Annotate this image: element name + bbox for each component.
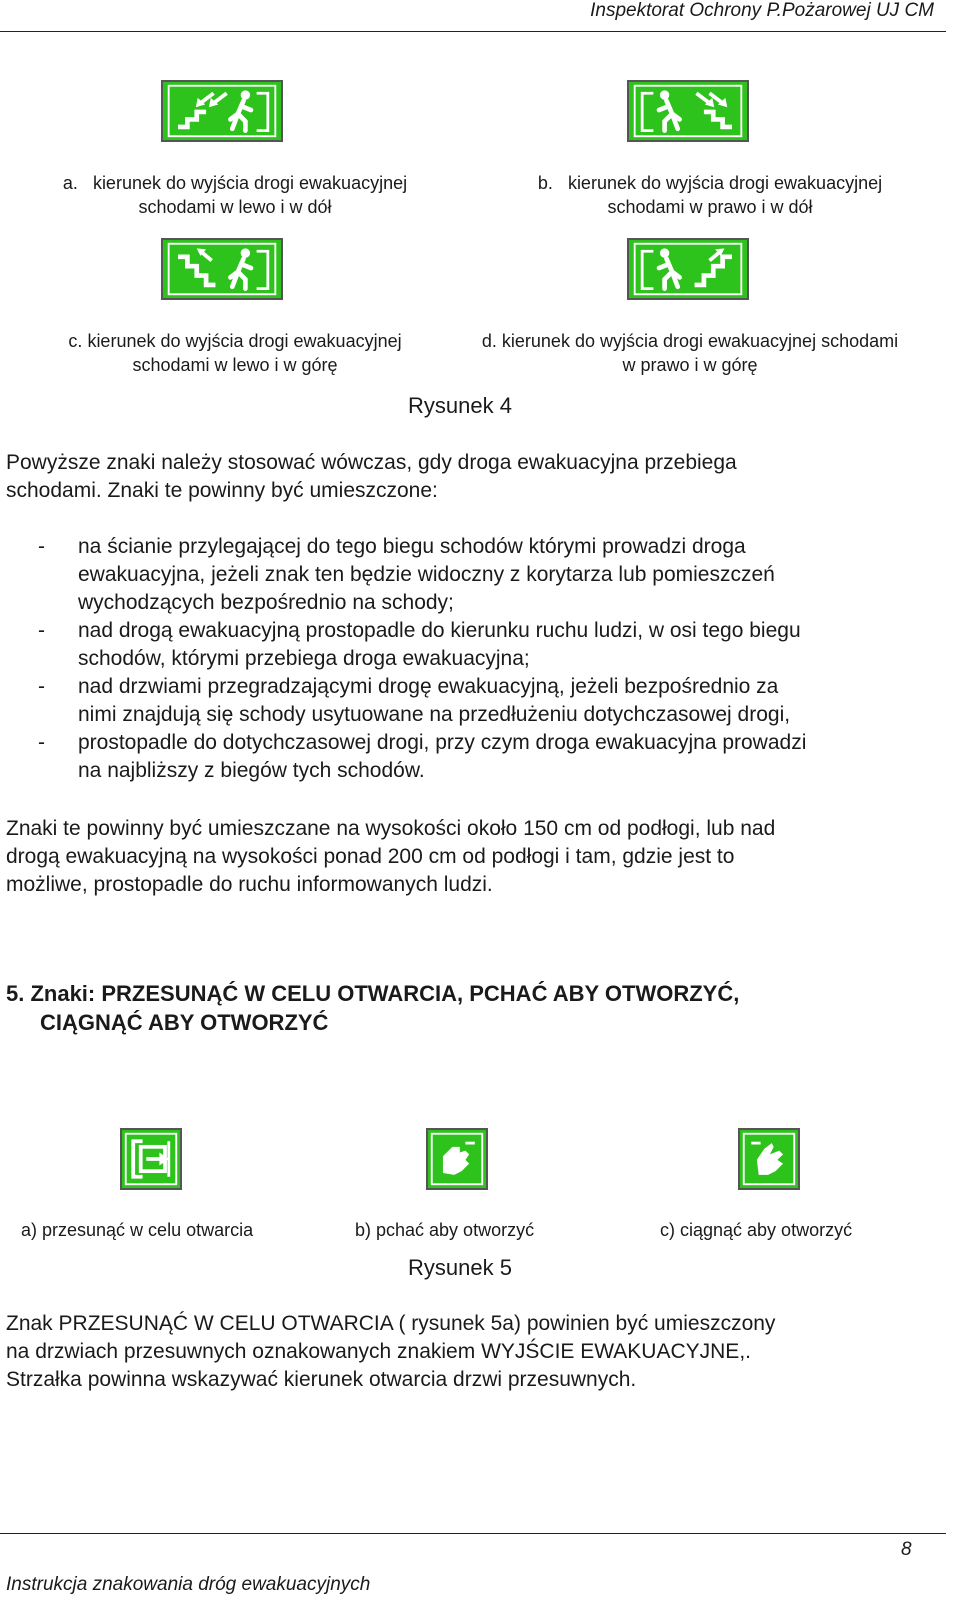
caption-line: schodami w lewo i w górę bbox=[132, 355, 338, 375]
caption-line: kierunek do wyjścia drogi ewakuacyjnej bbox=[567, 173, 883, 193]
bullet-line: na ścianie przylegającej do tego biegu schodów którymi prowadzi droga bbox=[78, 535, 746, 558]
bullet-line: prostopadle do dotychczasowej drogi, przy czym droga ewakuacyjna prowadzi bbox=[78, 731, 807, 754]
exit-stairs-right-up-icon bbox=[627, 238, 749, 300]
paragraph-line: drogą ewakuacyjną na wysokości ponad 200 cm od podłogi i tam, gdzie jest to bbox=[6, 845, 735, 868]
bullet-dash: - bbox=[38, 535, 45, 558]
caption-line: kierunek do wyjścia drogi ewakuacyjnej bbox=[92, 173, 408, 193]
header-title: Inspektorat Ochrony P.Pożarowej UJ CM bbox=[590, 0, 934, 21]
figure5-caption-b: b) pchać aby otworzyć bbox=[355, 1220, 535, 1240]
figure4-caption-d bbox=[450, 329, 930, 377]
list-item bbox=[38, 617, 948, 673]
exit-stairs-left-up-icon bbox=[161, 238, 283, 300]
paragraph-line: Powyższe znaki należy stosować wówczas, gdy droga ewakuacyjna przebiega bbox=[6, 451, 737, 474]
caption-line: schodami w prawo i w dół bbox=[607, 197, 813, 217]
caption-line: schodami w lewo i w dół bbox=[138, 197, 332, 217]
page-number: 8 bbox=[901, 1539, 912, 1560]
slide-sign-paragraph bbox=[6, 1310, 926, 1394]
bullet-dash: - bbox=[38, 731, 45, 754]
caption-letter: c. bbox=[68, 331, 83, 351]
bullet-line: ewakuacyjna, jeżeli znak ten będzie widoczny z korytarza lub pomieszczeń bbox=[78, 563, 775, 586]
figure4-caption-a bbox=[30, 171, 440, 219]
list-item bbox=[38, 533, 948, 617]
push-to-open-icon bbox=[426, 1128, 488, 1190]
list-item bbox=[38, 729, 948, 785]
bullet-line: nad drzwiami przegradzającymi drogę ewakuacyjną, jeżeli bezpośrednio za bbox=[78, 675, 779, 698]
header-rule bbox=[0, 31, 946, 32]
placement-paragraph bbox=[6, 815, 926, 899]
paragraph-line: Strzałka powinna wskazywać kierunek otwarcia drzwi przesuwnych. bbox=[6, 1368, 637, 1391]
list-item bbox=[38, 673, 948, 729]
figure4-caption-c bbox=[30, 329, 440, 377]
bullet-line: nad drogą ewakuacyjną prostopadle do kierunku ruchu ludzi, w osi tego biegu bbox=[78, 619, 801, 642]
bullet-dash: - bbox=[38, 619, 45, 642]
figure4-caption-b bbox=[505, 171, 915, 219]
intro-paragraph bbox=[6, 449, 926, 505]
bullet-line: schodów, którymi przebiega droga ewakuacyjna; bbox=[78, 647, 530, 670]
figure4-label: Rysunek 4 bbox=[408, 393, 512, 418]
exit-stairs-right-down-icon bbox=[627, 80, 749, 142]
section5-heading bbox=[6, 979, 936, 1037]
bullet-line: nimi znajdują się schody usytuowane na przedłużeniu dotychczasowej drogi, bbox=[78, 703, 791, 726]
caption-letter: a. bbox=[62, 173, 78, 193]
caption-letter: d. bbox=[481, 331, 497, 351]
caption-line: kierunek do wyjścia drogi ewakuacyjnej schodami bbox=[501, 331, 899, 351]
pull-to-open-icon bbox=[738, 1128, 800, 1190]
paragraph-line: możliwe, prostopadle do ruchu informowanych ludzi. bbox=[6, 873, 493, 896]
paragraph-line: Znaki te powinny być umieszczane na wysokości około 150 cm od podłogi, lub nad bbox=[6, 817, 776, 840]
paragraph-line: na drzwiach przesuwnych oznakowanych znakiem WYJŚCIE EWAKUACYJNE,. bbox=[6, 1340, 751, 1363]
figure5-caption-c: c) ciągnąć aby otworzyć bbox=[660, 1220, 853, 1240]
bullet-line: na najbliższy z biegów tych schodów. bbox=[78, 759, 425, 782]
figure5-label: Rysunek 5 bbox=[408, 1255, 512, 1280]
heading-line: CIĄGNĄĆ ABY OTWORZYĆ bbox=[40, 1010, 329, 1035]
bullet-dash: - bbox=[38, 675, 45, 698]
caption-line: w prawo i w górę bbox=[622, 355, 758, 375]
footer-rule bbox=[0, 1533, 946, 1534]
caption-line: kierunek do wyjścia drogi ewakuacyjnej bbox=[87, 331, 402, 351]
caption-letter: b. bbox=[537, 173, 553, 193]
paragraph-line: Znak PRZESUNĄĆ W CELU OTWARCIA ( rysunek 5a) powinien być umieszczony bbox=[6, 1312, 776, 1335]
heading-line: 5. Znaki: PRZESUNĄĆ W CELU OTWARCIA, PCHAĆ ABY OTWORZYĆ, bbox=[6, 981, 740, 1006]
bullet-line: wychodzących bezpośrednio na schody; bbox=[78, 591, 454, 614]
figure5-caption-a: a) przesunąć w celu otwarcia bbox=[21, 1220, 254, 1240]
exit-stairs-left-down-icon bbox=[161, 80, 283, 142]
paragraph-line: schodami. Znaki te powinny być umieszczone: bbox=[6, 479, 438, 502]
footer-title: Instrukcja znakowania dróg ewakuacyjnych bbox=[6, 1574, 371, 1595]
slide-to-open-icon bbox=[120, 1128, 182, 1190]
